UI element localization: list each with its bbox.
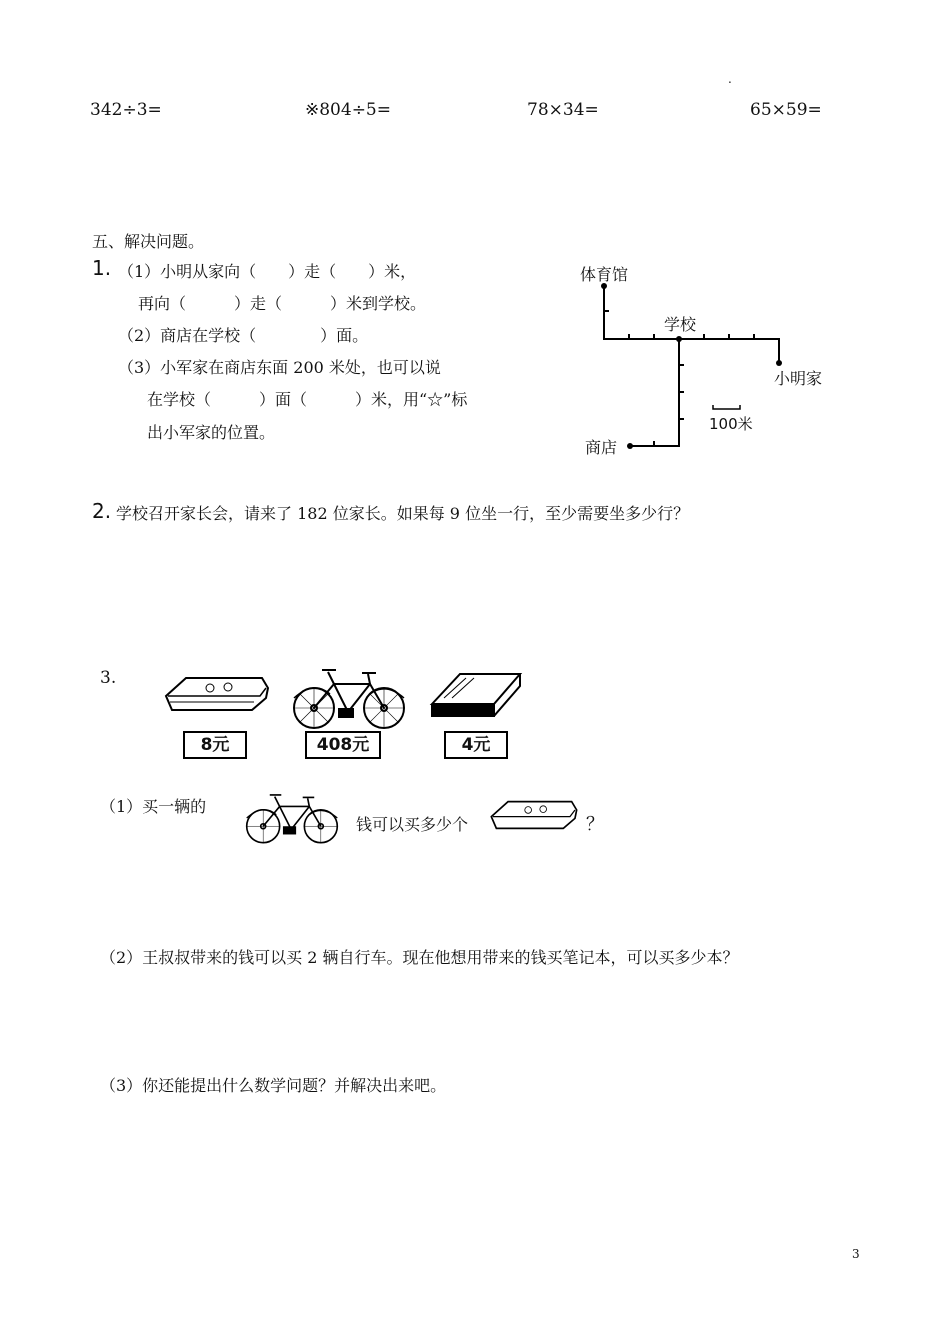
q1-line-4: （3）小军家在商店东面 200 米处，也可以说: [118, 358, 441, 377]
map-label-home: 小明家: [774, 369, 823, 388]
calc-1: 342÷3=: [90, 100, 162, 120]
map-label-gym: 体育馆: [580, 265, 629, 284]
q1-line-2: 再向（ ）走（ ）米到学校。: [138, 294, 427, 313]
price-bicycle: 408元: [305, 731, 381, 759]
q1-number: 1.: [92, 256, 112, 280]
q1-line-6: 出小军家的位置。: [147, 423, 276, 442]
price-pencil-case: 8元: [183, 731, 247, 759]
q3-sub2: （2）王叔叔带来的钱可以买 2 辆自行车。现在他想用带来的钱买笔记本，可以买多少本？: [100, 948, 739, 967]
q1-line-3: （2）商店在学校（ ）面。: [118, 326, 369, 345]
pencil-case-small-icon: [488, 798, 580, 832]
q3-sub1-question-mark: ？: [586, 814, 604, 835]
price-notebook: 4元: [444, 731, 508, 759]
q3-sub1-prefix: （1）买一辆的: [100, 797, 207, 816]
section-title: 五、解决问题。: [92, 232, 205, 251]
q2-text: 学校召开家长会，请来了 182 位家长。如果每 9 位坐一行，至少需要坐多少行？: [116, 504, 690, 523]
calc-3: 78×34=: [527, 100, 599, 120]
q3-sub1-middle: 钱可以买多少个: [356, 815, 469, 834]
map-label-shop: 商店: [585, 438, 618, 457]
calc-4: 65×59=: [750, 100, 822, 120]
q3-sub3: （3）你还能提出什么数学问题？并解决出来吧。: [100, 1076, 447, 1095]
notebook-icon: [428, 668, 522, 722]
map-scale-label: 100米: [709, 415, 753, 433]
q3-number: 3.: [100, 668, 117, 688]
calc-2: ※804÷5=: [305, 100, 391, 120]
page-number: 3: [852, 1247, 860, 1261]
bicycle-small-icon: [242, 790, 342, 846]
q1-line-1: （1）小明从家向（ ）走（ ）米，: [118, 262, 417, 281]
q1-line-5: 在学校（ ）面（ ）米，用“☆”标: [147, 390, 468, 409]
stray-dot: .: [728, 72, 732, 86]
map-label-school: 学校: [664, 315, 697, 334]
pencil-case-icon: [162, 674, 272, 714]
q2-number: 2.: [92, 499, 112, 523]
bicycle-icon: [290, 664, 408, 732]
